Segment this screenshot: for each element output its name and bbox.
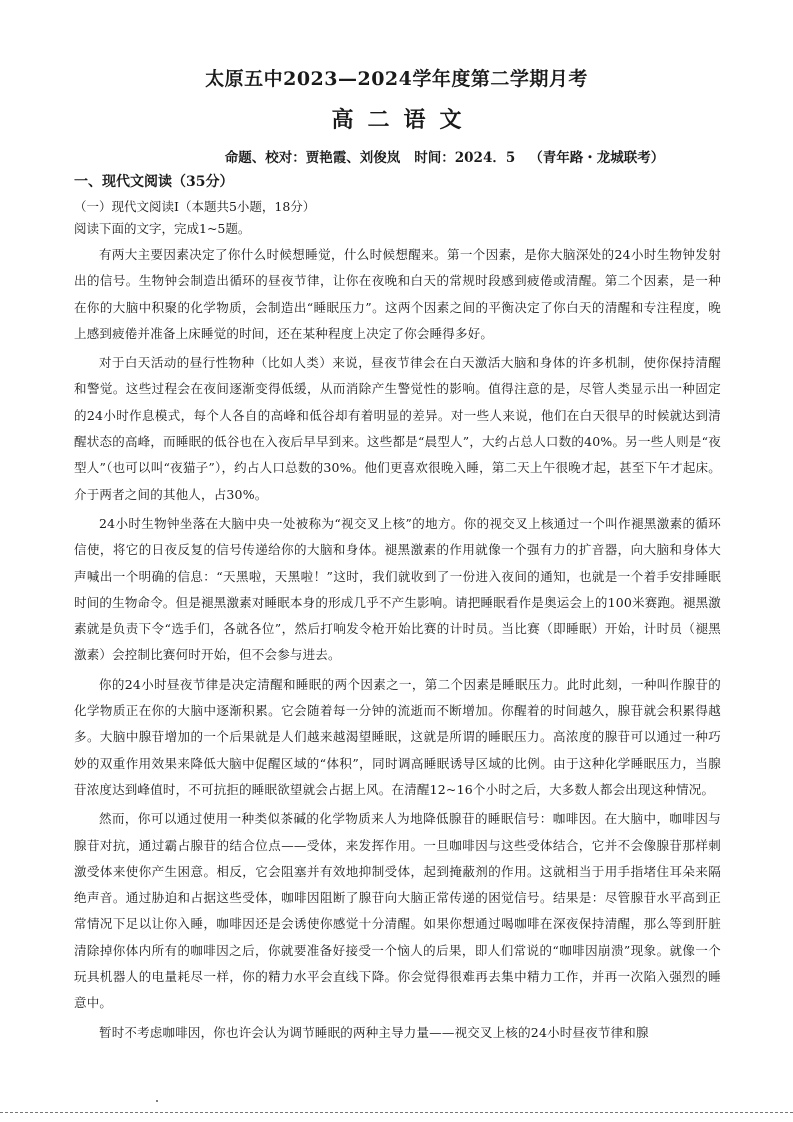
passage-paragraph: 有两大主要因素决定了你什么时候想睡觉，什么时候想醒来。第一个因素，是你大脑深处的24小时生物钟发射出的信号。生物钟会制造出循环的昼夜节律，让你在夜晚和白天的常规时段感到疲倦或清醒。第二个因素，是一种在你的大脑中积聚的化学物质，会制造出“睡眠压力”。这两个因素之间的平衡决定了你白天的清醒和专注程度，晚上感到疲倦并准备上床睡觉的时间，还在某种程度上决定了你会睡得多好。 — [74, 247, 721, 341]
reading-passage — [74, 242, 721, 1049]
passage-paragraph: 对于白天活动的昼行性物种（比如人类）来说，昼夜节律会在白天激活大脑和身体的许多机制，使你保持清醒和警觉。这些过程会在夜间逐渐变得低缓，从而消除产生警觉性的影响。值得注意的是，尽管人类显示出一种固定的24小时作息模式，每个人各自的高峰和低谷却有着明显的差异。对一些人来说，他们在白天很早的时候就达到清醒状态的高峰，而睡眠的低谷也在入夜后早早到来。这些都是“晨型人”，大约占总人口数的40%。另一些人则是“夜型人”（也可以叫“夜猫子”），约占人口总数的30%。他们更喜欢很晚入睡，第二天上午很晚才起，甚至下午才起床。介于两者之间的其他人，占30%。 — [74, 355, 721, 502]
footer-divider — [0, 1112, 793, 1113]
passage-paragraph: 你的24小时昼夜节律是决定清醒和睡眠的两个因素之一，第二个因素是睡眠压力。此时此刻，一种叫作腺苷的化学物质正在你的大脑中逐渐积累。它会随着每一分钟的流逝而不断增加。你醒着的时间越久，腺苷就会积累得越多。大脑中腺苷增加的一个后果就是人们越来越渴望睡眠，这就是所谓的睡眠压力。高浓度的腺苷可以通过一种巧妙的双重作用效果来降低大脑中促醒区域的“体积”，同时调高睡眠诱导区域的比例。由于这种化学睡眠压力，当腺苷浓度达到峰值时，不可抗拒的睡眠欲望就会占据上风。在清醒12~16个小时之后，大多数人都会出现这种情况。 — [74, 676, 721, 797]
reading-instruction: 阅读下面的文字，完成1~5题。 — [74, 221, 251, 236]
passage-paragraph: 24小时生物钟坐落在大脑中央一处被称为“视交叉上核”的地方。你的视交叉上核通过一个叫作褪黑激素的循环信使，将它的日夜反复的信号传递给你的大脑和身体。褪黑激素的作用就像一个强有力的扩音器，向大脑和身体大声喊出一个明确的信息：“天黑啦，天黑啦！”这时，我们就收到了一份进入夜间的通知，也就是一个着手安排睡眠时间的生物命令。但是褪黑激素对睡眠本身的形成几乎不产生影响。请把睡眠看作是奥运会上的100米赛跑。褪黑激素就是负责下令“选手们，各就各位”，然后打响发令枪开始比赛的计时员。当比赛（即睡眠）开始，计时员（褪黑激素）会控制比赛何时开始，但不会参与进去。 — [74, 515, 721, 663]
subject-title: 高二语文 — [331, 107, 476, 133]
footer-dot — [156, 1100, 158, 1102]
exam-time: 时间：2024．5 — [414, 150, 516, 166]
section-heading: 一、现代文阅读（35分） — [74, 174, 234, 190]
passage-paragraph: 暂时不考虑咖啡因，你也许会认为调节睡眠的两种主导力量——视交叉上核的24小时昼夜节律和腺 — [99, 1024, 649, 1040]
exam-credits — [0, 146, 793, 166]
campus-note: （青年路・龙城联考） — [529, 150, 665, 166]
authors-line: 命题、校对：贾艳霞、刘俊岚 — [224, 150, 401, 166]
exam-title: 太原五中2023—2024学年度第二学期月考 — [205, 68, 588, 90]
passage-paragraph: 然而，你可以通过使用一种类似茶碱的化学物质来人为地降低腺苷的睡眠信号：咖啡因。在大脑中，咖啡因与腺苷对抗，通过霸占腺苷的结合位点——受体，来发挥作用。一旦咖啡因与这些受体结合，它并不会像腺苷那样刺激受体来使你产生困意。相反，它会阻塞并有效地抑制受体，起到掩蔽剂的作用。这就相当于用手指堵住耳朵来隔绝声音。通过胁迫和占据这些受体，咖啡因阻断了腺苷向大脑正常传递的困觉信号。结果是：尽管腺苷水平高到正常情况下足以让你入睡，咖啡因还是会诱使你感觉十分清醒。如果你想通过喝咖啡在深夜保持清醒，那么等到肝脏清除掉你体内所有的咖啡因之后，你就要准备好接受一个恼人的后果，即人们常说的“咖啡因崩溃”现象。就像一个玩具机器人的电量耗尽一样，你的精力水平会直线下降。你会觉得很难再去集中精力工作，并再一次陷入强烈的睡意中。 — [74, 811, 721, 1011]
subsection-heading: （一）现代文阅读Ⅰ（本题共5小题，18分） — [74, 199, 316, 214]
